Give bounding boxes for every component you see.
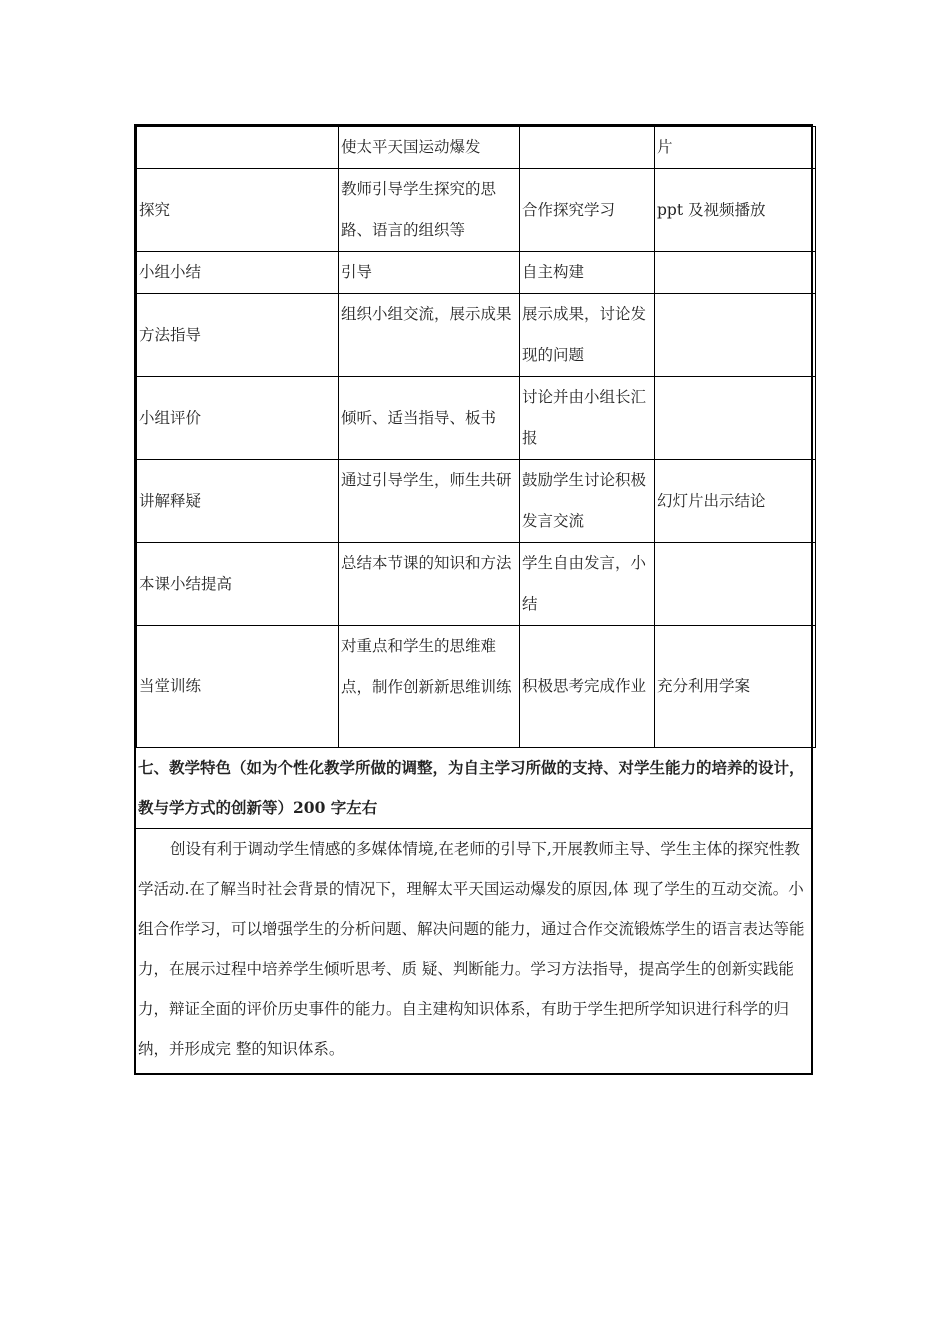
table-cell: 小组小结 [137,252,339,294]
table-cell: 通过引导学生，师生共研 [339,460,520,543]
section-body: 创设有利于调动学生情感的多媒体情境,在老师的引导下,开展教师主导、学生主体的探究性教学活动.在了解当时社会背景的情况下，理解太平天国运动爆发的原因,体 现了学生的互动交流。小组合作学习，可以增强学生的分析问题、解决问题的能力，通过合作交流锻炼学生的语言表达等能力，在展示过程中培养学生倾听思考、质 疑、判断能力。学习方法指导，提高学生的创新实践能力，辩证全面的评价历史事件的能力。自主建构知识体系，有助于学生把所学知识进行科学的归纳，并形成完 整的知识体系。 [138,840,805,1058]
table-cell [655,252,816,294]
table-cell: 教师引导学生探究的思路、语言的组织等 [339,169,520,252]
table-cell: 学生自由发言，小结 [520,543,655,626]
table-cell: 当堂训练 [137,626,339,748]
table-cell: 讲解释疑 [137,460,339,543]
table-cell: 小组评价 [137,377,339,460]
section-title: 七、教学特色（如为个性化教学所做的调整，为自主学习所做的支持、对学生能力的培养的设计，教与学方式的创新等）200 字左右 [136,748,811,829]
table-cell: ppt 及视频播放 [655,169,816,252]
table-cell: 本课小结提高 [137,543,339,626]
table-cell: 引导 [339,252,520,294]
table-row [137,127,816,169]
table-row [137,543,816,626]
table-cell: 合作探究学习 [520,169,655,252]
table-frame [134,124,813,748]
table-cell [655,377,816,460]
table-cell: 组织小组交流，展示成果 [339,294,520,377]
table-cell: 自主构建 [520,252,655,294]
document-page [134,124,813,1075]
table-cell: 幻灯片出示结论 [655,460,816,543]
table-cell [520,127,655,169]
table-cell: 充分利用学案 [655,626,816,748]
table-cell: 倾听、适当指导、板书 [339,377,520,460]
table-cell: 积极思考完成作业 [520,626,655,748]
table-row [137,377,816,460]
table-cell: 方法指导 [137,294,339,377]
table-cell [655,543,816,626]
teaching-process-table [136,126,816,748]
table-cell [655,294,816,377]
table-cell: 探究 [137,169,339,252]
table-cell [137,127,339,169]
table-row [137,294,816,377]
table-row [137,626,816,748]
table-cell: 总结本节课的知识和方法 [339,543,520,626]
teaching-features-section [134,748,813,1075]
table-cell: 使太平天国运动爆发 [339,127,520,169]
table-row [137,169,816,252]
table-cell: 展示成果，讨论发现的问题 [520,294,655,377]
table-row [137,460,816,543]
table-row [137,252,816,294]
table-cell: 讨论并由小组长汇报 [520,377,655,460]
table-cell: 片 [655,127,816,169]
table-cell: 鼓励学生讨论积极发言交流 [520,460,655,543]
table-cell: 对重点和学生的思维难点，制作创新新思维训练 [339,626,520,748]
